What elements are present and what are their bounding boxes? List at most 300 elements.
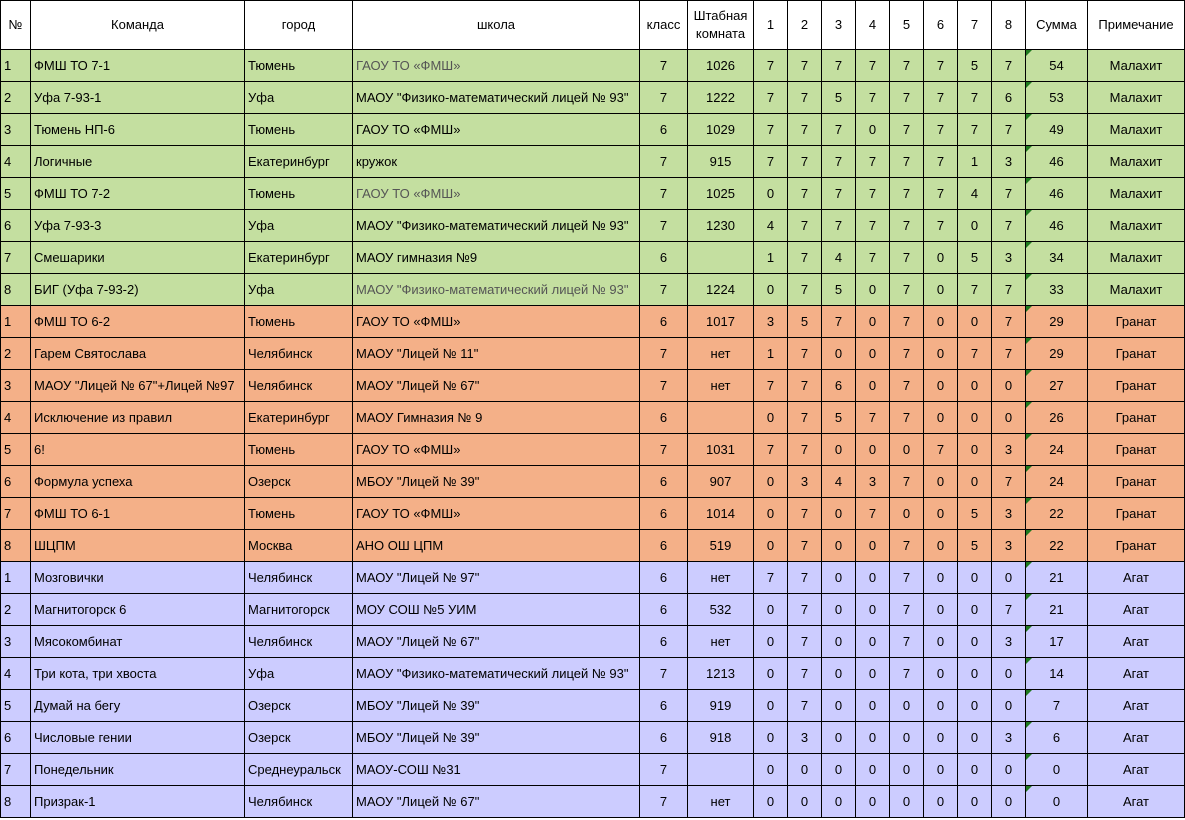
cell-sum[interactable] (1026, 402, 1088, 434)
cell-school[interactable]: МАОУ "Лицей № 67" (353, 626, 640, 658)
cell-score-5[interactable]: 0 (890, 434, 924, 466)
cell-num[interactable]: 8 (1, 274, 31, 306)
cell-score-4[interactable]: 7 (856, 498, 890, 530)
cell-score-8[interactable]: 0 (992, 690, 1026, 722)
cell-score-3[interactable]: 0 (822, 434, 856, 466)
cell-score-7[interactable]: 7 (958, 114, 992, 146)
cell-score-3[interactable]: 7 (822, 306, 856, 338)
cell-sum[interactable] (1026, 466, 1088, 498)
cell-sum[interactable] (1026, 306, 1088, 338)
cell-num[interactable]: 6 (1, 722, 31, 754)
cell-score-6[interactable]: 0 (924, 658, 958, 690)
cell-team[interactable]: Исключение из правил (31, 402, 245, 434)
cell-score-5[interactable]: 0 (890, 722, 924, 754)
cell-num[interactable]: 1 (1, 50, 31, 82)
cell-sum[interactable] (1026, 786, 1088, 818)
cell-school[interactable]: МБОУ "Лицей № 39" (353, 466, 640, 498)
cell-note[interactable]: Агат (1088, 594, 1185, 626)
cell-score-6[interactable]: 0 (924, 786, 958, 818)
cell-sum[interactable] (1026, 178, 1088, 210)
cell-sum[interactable] (1026, 338, 1088, 370)
header-problem-5[interactable]: 5 (890, 1, 924, 50)
cell-grade[interactable]: 6 (640, 402, 688, 434)
cell-num[interactable]: 6 (1, 210, 31, 242)
cell-score-1[interactable]: 4 (754, 210, 788, 242)
cell-score-8[interactable]: 3 (992, 722, 1026, 754)
cell-room[interactable]: 1029 (688, 114, 754, 146)
cell-team[interactable]: ФМШ ТО 6-1 (31, 498, 245, 530)
cell-team[interactable]: Уфа 7-93-3 (31, 210, 245, 242)
header-problem-2[interactable]: 2 (788, 1, 822, 50)
cell-team[interactable]: Мясокомбинат (31, 626, 245, 658)
cell-grade[interactable]: 7 (640, 82, 688, 114)
cell-city[interactable]: Уфа (245, 82, 353, 114)
cell-team[interactable]: Числовые гении (31, 722, 245, 754)
cell-team[interactable]: ФМШ ТО 7-2 (31, 178, 245, 210)
cell-city[interactable]: Магнитогорск (245, 594, 353, 626)
cell-score-5[interactable]: 7 (890, 178, 924, 210)
cell-num[interactable]: 8 (1, 786, 31, 818)
cell-num[interactable]: 7 (1, 498, 31, 530)
cell-score-6[interactable]: 0 (924, 722, 958, 754)
cell-score-5[interactable]: 0 (890, 786, 924, 818)
cell-grade[interactable]: 6 (640, 594, 688, 626)
cell-school[interactable]: МАОУ "Лицей № 97" (353, 562, 640, 594)
cell-school[interactable]: кружок (353, 146, 640, 178)
cell-score-7[interactable]: 0 (958, 594, 992, 626)
cell-grade[interactable]: 6 (640, 498, 688, 530)
cell-city[interactable]: Екатеринбург (245, 146, 353, 178)
header-school[interactable]: школа (353, 1, 640, 50)
cell-score-7[interactable]: 5 (958, 530, 992, 562)
cell-score-8[interactable]: 7 (992, 594, 1026, 626)
cell-num[interactable]: 5 (1, 434, 31, 466)
cell-note[interactable]: Гранат (1088, 530, 1185, 562)
cell-school[interactable]: МАОУ гимназия №9 (353, 242, 640, 274)
cell-score-5[interactable]: 7 (890, 562, 924, 594)
cell-school[interactable]: МАОУ-СОШ №31 (353, 754, 640, 786)
cell-score-7[interactable]: 5 (958, 498, 992, 530)
cell-score-7[interactable]: 0 (958, 658, 992, 690)
cell-school[interactable]: ГАОУ ТО «ФМШ» (353, 178, 640, 210)
cell-score-8[interactable]: 0 (992, 370, 1026, 402)
cell-sum[interactable] (1026, 498, 1088, 530)
cell-city[interactable]: Тюмень (245, 498, 353, 530)
cell-room[interactable]: 915 (688, 146, 754, 178)
cell-score-6[interactable]: 7 (924, 178, 958, 210)
cell-school[interactable]: МАОУ "Физико-математический лицей № 93" (353, 274, 640, 306)
header-problem-4[interactable]: 4 (856, 1, 890, 50)
cell-score-5[interactable]: 0 (890, 754, 924, 786)
cell-city[interactable]: Москва (245, 530, 353, 562)
cell-score-7[interactable]: 0 (958, 754, 992, 786)
cell-score-4[interactable]: 7 (856, 210, 890, 242)
cell-note[interactable]: Агат (1088, 786, 1185, 818)
cell-grade[interactable]: 7 (640, 658, 688, 690)
cell-city[interactable]: Уфа (245, 274, 353, 306)
cell-city[interactable]: Тюмень (245, 306, 353, 338)
cell-note[interactable]: Гранат (1088, 434, 1185, 466)
cell-score-1[interactable]: 0 (754, 274, 788, 306)
cell-room[interactable]: 1222 (688, 82, 754, 114)
cell-score-6[interactable]: 0 (924, 274, 958, 306)
cell-score-7[interactable]: 1 (958, 146, 992, 178)
cell-note[interactable]: Малахит (1088, 210, 1185, 242)
cell-score-2[interactable]: 7 (788, 82, 822, 114)
cell-sum[interactable] (1026, 722, 1088, 754)
cell-team[interactable]: ФМШ ТО 7-1 (31, 50, 245, 82)
cell-score-2[interactable]: 7 (788, 50, 822, 82)
cell-num[interactable]: 3 (1, 114, 31, 146)
cell-score-3[interactable]: 0 (822, 562, 856, 594)
cell-score-7[interactable]: 0 (958, 402, 992, 434)
cell-score-8[interactable]: 0 (992, 754, 1026, 786)
cell-score-2[interactable]: 7 (788, 658, 822, 690)
cell-note[interactable]: Агат (1088, 562, 1185, 594)
cell-score-5[interactable]: 7 (890, 306, 924, 338)
cell-score-3[interactable]: 0 (822, 530, 856, 562)
cell-grade[interactable]: 7 (640, 274, 688, 306)
cell-score-4[interactable]: 0 (856, 754, 890, 786)
cell-score-5[interactable]: 7 (890, 466, 924, 498)
cell-score-5[interactable]: 7 (890, 82, 924, 114)
cell-room[interactable]: 1230 (688, 210, 754, 242)
cell-score-1[interactable]: 0 (754, 786, 788, 818)
cell-score-6[interactable]: 0 (924, 690, 958, 722)
cell-team[interactable]: Призрак-1 (31, 786, 245, 818)
cell-school[interactable]: МБОУ "Лицей № 39" (353, 722, 640, 754)
cell-score-6[interactable]: 0 (924, 562, 958, 594)
cell-school[interactable]: МАОУ "Физико-математический лицей № 93" (353, 82, 640, 114)
cell-score-7[interactable]: 0 (958, 434, 992, 466)
cell-grade[interactable]: 7 (640, 434, 688, 466)
cell-city[interactable]: Челябинск (245, 370, 353, 402)
cell-note[interactable]: Гранат (1088, 338, 1185, 370)
cell-score-1[interactable]: 0 (754, 178, 788, 210)
cell-sum[interactable] (1026, 626, 1088, 658)
cell-score-8[interactable]: 3 (992, 498, 1026, 530)
cell-grade[interactable]: 6 (640, 626, 688, 658)
cell-team[interactable]: Смешарики (31, 242, 245, 274)
cell-sum[interactable] (1026, 530, 1088, 562)
cell-city[interactable]: Уфа (245, 658, 353, 690)
cell-grade[interactable]: 6 (640, 530, 688, 562)
cell-score-5[interactable]: 7 (890, 402, 924, 434)
cell-city[interactable]: Уфа (245, 210, 353, 242)
cell-room[interactable]: нет (688, 626, 754, 658)
cell-score-8[interactable]: 7 (992, 50, 1026, 82)
cell-score-4[interactable]: 0 (856, 690, 890, 722)
cell-score-2[interactable]: 0 (788, 786, 822, 818)
cell-score-7[interactable]: 4 (958, 178, 992, 210)
cell-score-3[interactable]: 6 (822, 370, 856, 402)
cell-score-7[interactable]: 7 (958, 274, 992, 306)
cell-city[interactable]: Тюмень (245, 114, 353, 146)
cell-score-4[interactable]: 0 (856, 530, 890, 562)
cell-score-7[interactable]: 0 (958, 690, 992, 722)
cell-num[interactable]: 4 (1, 146, 31, 178)
cell-score-2[interactable]: 7 (788, 146, 822, 178)
cell-score-6[interactable]: 7 (924, 434, 958, 466)
cell-score-4[interactable]: 0 (856, 434, 890, 466)
cell-city[interactable]: Озерск (245, 722, 353, 754)
header-problem-1[interactable]: 1 (754, 1, 788, 50)
cell-num[interactable]: 7 (1, 242, 31, 274)
cell-score-7[interactable]: 0 (958, 370, 992, 402)
cell-note[interactable]: Гранат (1088, 370, 1185, 402)
cell-grade[interactable]: 7 (640, 754, 688, 786)
cell-score-1[interactable]: 7 (754, 50, 788, 82)
cell-team[interactable]: Тюмень НП-6 (31, 114, 245, 146)
cell-score-6[interactable]: 0 (924, 594, 958, 626)
cell-school[interactable]: МАОУ "Лицей № 67" (353, 786, 640, 818)
cell-score-5[interactable]: 7 (890, 114, 924, 146)
cell-sum[interactable] (1026, 754, 1088, 786)
cell-sum[interactable] (1026, 434, 1088, 466)
cell-score-7[interactable]: 0 (958, 466, 992, 498)
cell-note[interactable]: Малахит (1088, 146, 1185, 178)
cell-score-8[interactable]: 3 (992, 434, 1026, 466)
cell-score-1[interactable]: 0 (754, 658, 788, 690)
cell-score-6[interactable]: 7 (924, 114, 958, 146)
cell-num[interactable]: 4 (1, 658, 31, 690)
cell-score-8[interactable]: 7 (992, 466, 1026, 498)
cell-score-4[interactable]: 0 (856, 594, 890, 626)
cell-score-1[interactable]: 0 (754, 690, 788, 722)
cell-score-4[interactable]: 0 (856, 562, 890, 594)
cell-room[interactable]: 1213 (688, 658, 754, 690)
cell-score-7[interactable]: 0 (958, 210, 992, 242)
cell-city[interactable]: Челябинск (245, 626, 353, 658)
cell-score-2[interactable]: 7 (788, 594, 822, 626)
cell-score-3[interactable]: 0 (822, 786, 856, 818)
cell-score-4[interactable]: 7 (856, 242, 890, 274)
cell-score-4[interactable]: 0 (856, 722, 890, 754)
cell-score-2[interactable]: 7 (788, 530, 822, 562)
cell-score-5[interactable]: 0 (890, 498, 924, 530)
header-room[interactable]: Штабная комната (688, 1, 754, 50)
header-num[interactable]: № (1, 1, 31, 50)
cell-score-6[interactable]: 0 (924, 530, 958, 562)
cell-city[interactable]: Среднеуральск (245, 754, 353, 786)
cell-grade[interactable]: 6 (640, 306, 688, 338)
cell-school[interactable]: МАОУ "Лицей № 11" (353, 338, 640, 370)
cell-score-4[interactable]: 0 (856, 306, 890, 338)
cell-score-3[interactable]: 5 (822, 82, 856, 114)
cell-score-5[interactable]: 7 (890, 50, 924, 82)
cell-num[interactable]: 7 (1, 754, 31, 786)
cell-score-1[interactable]: 7 (754, 562, 788, 594)
cell-score-3[interactable]: 0 (822, 754, 856, 786)
cell-grade[interactable]: 6 (640, 242, 688, 274)
cell-score-7[interactable]: 0 (958, 306, 992, 338)
cell-room[interactable]: 1224 (688, 274, 754, 306)
cell-school[interactable]: ГАОУ ТО «ФМШ» (353, 434, 640, 466)
header-problem-8[interactable]: 8 (992, 1, 1026, 50)
cell-note[interactable]: Гранат (1088, 402, 1185, 434)
cell-team[interactable]: Думай на бегу (31, 690, 245, 722)
cell-room[interactable]: нет (688, 338, 754, 370)
cell-sum[interactable] (1026, 114, 1088, 146)
header-problem-7[interactable]: 7 (958, 1, 992, 50)
cell-num[interactable]: 2 (1, 338, 31, 370)
cell-note[interactable]: Агат (1088, 658, 1185, 690)
cell-score-1[interactable]: 3 (754, 306, 788, 338)
cell-score-4[interactable]: 0 (856, 114, 890, 146)
cell-grade[interactable]: 6 (640, 114, 688, 146)
cell-team[interactable]: ШЦПМ (31, 530, 245, 562)
cell-score-5[interactable]: 7 (890, 658, 924, 690)
cell-city[interactable]: Челябинск (245, 562, 353, 594)
cell-score-2[interactable]: 7 (788, 242, 822, 274)
cell-sum[interactable] (1026, 370, 1088, 402)
cell-room[interactable]: 519 (688, 530, 754, 562)
cell-score-3[interactable]: 7 (822, 146, 856, 178)
cell-score-6[interactable]: 0 (924, 370, 958, 402)
cell-score-8[interactable]: 6 (992, 82, 1026, 114)
cell-score-2[interactable]: 5 (788, 306, 822, 338)
cell-city[interactable]: Озерск (245, 466, 353, 498)
cell-score-8[interactable]: 7 (992, 274, 1026, 306)
cell-score-4[interactable]: 7 (856, 50, 890, 82)
cell-room[interactable]: 1017 (688, 306, 754, 338)
cell-team[interactable]: 6! (31, 434, 245, 466)
header-grade[interactable]: класс (640, 1, 688, 50)
cell-score-1[interactable]: 7 (754, 146, 788, 178)
cell-score-1[interactable]: 7 (754, 370, 788, 402)
cell-score-2[interactable]: 7 (788, 370, 822, 402)
cell-score-3[interactable]: 0 (822, 658, 856, 690)
cell-score-1[interactable]: 0 (754, 530, 788, 562)
cell-grade[interactable]: 7 (640, 178, 688, 210)
cell-score-4[interactable]: 0 (856, 786, 890, 818)
cell-room[interactable] (688, 754, 754, 786)
cell-score-6[interactable]: 0 (924, 402, 958, 434)
cell-note[interactable]: Агат (1088, 722, 1185, 754)
cell-room[interactable]: 919 (688, 690, 754, 722)
cell-score-1[interactable]: 0 (754, 754, 788, 786)
cell-team[interactable]: ФМШ ТО 6-2 (31, 306, 245, 338)
cell-score-8[interactable]: 7 (992, 338, 1026, 370)
cell-score-3[interactable]: 5 (822, 274, 856, 306)
cell-note[interactable]: Гранат (1088, 498, 1185, 530)
cell-score-4[interactable]: 0 (856, 370, 890, 402)
cell-note[interactable]: Малахит (1088, 242, 1185, 274)
cell-score-1[interactable]: 1 (754, 242, 788, 274)
cell-score-3[interactable]: 5 (822, 402, 856, 434)
cell-school[interactable]: МАОУ Гимназия № 9 (353, 402, 640, 434)
cell-city[interactable]: Екатеринбург (245, 402, 353, 434)
cell-score-2[interactable]: 7 (788, 626, 822, 658)
cell-score-4[interactable]: 0 (856, 338, 890, 370)
cell-score-1[interactable]: 7 (754, 434, 788, 466)
cell-num[interactable]: 1 (1, 306, 31, 338)
cell-score-3[interactable]: 4 (822, 466, 856, 498)
cell-score-2[interactable]: 7 (788, 210, 822, 242)
cell-score-5[interactable]: 7 (890, 146, 924, 178)
cell-sum[interactable] (1026, 658, 1088, 690)
cell-score-1[interactable]: 0 (754, 498, 788, 530)
cell-score-3[interactable]: 7 (822, 50, 856, 82)
cell-score-8[interactable]: 0 (992, 402, 1026, 434)
cell-score-2[interactable]: 7 (788, 690, 822, 722)
cell-team[interactable]: Понедельник (31, 754, 245, 786)
cell-team[interactable]: Логичные (31, 146, 245, 178)
cell-team[interactable]: Гарем Святослава (31, 338, 245, 370)
cell-team[interactable]: БИГ (Уфа 7-93-2) (31, 274, 245, 306)
cell-score-1[interactable]: 0 (754, 626, 788, 658)
cell-score-7[interactable]: 7 (958, 82, 992, 114)
header-problem-6[interactable]: 6 (924, 1, 958, 50)
cell-score-5[interactable]: 0 (890, 690, 924, 722)
cell-score-3[interactable]: 7 (822, 178, 856, 210)
cell-sum[interactable] (1026, 274, 1088, 306)
cell-score-5[interactable]: 7 (890, 594, 924, 626)
cell-room[interactable]: 907 (688, 466, 754, 498)
cell-score-5[interactable]: 7 (890, 626, 924, 658)
cell-sum[interactable] (1026, 146, 1088, 178)
cell-score-8[interactable]: 7 (992, 114, 1026, 146)
cell-room[interactable]: 1031 (688, 434, 754, 466)
cell-score-2[interactable]: 7 (788, 178, 822, 210)
cell-score-1[interactable]: 1 (754, 338, 788, 370)
cell-sum[interactable] (1026, 562, 1088, 594)
header-city[interactable]: город (245, 1, 353, 50)
cell-school[interactable]: МАОУ "Физико-математический лицей № 93" (353, 210, 640, 242)
cell-score-3[interactable]: 7 (822, 210, 856, 242)
cell-score-2[interactable]: 7 (788, 562, 822, 594)
header-problem-3[interactable]: 3 (822, 1, 856, 50)
cell-city[interactable]: Тюмень (245, 178, 353, 210)
cell-note[interactable]: Агат (1088, 754, 1185, 786)
cell-num[interactable]: 2 (1, 82, 31, 114)
cell-team[interactable]: Магнитогорск 6 (31, 594, 245, 626)
cell-score-1[interactable]: 7 (754, 114, 788, 146)
cell-score-7[interactable]: 0 (958, 562, 992, 594)
header-sum[interactable]: Сумма (1026, 1, 1088, 50)
cell-school[interactable]: МБОУ "Лицей № 39" (353, 690, 640, 722)
cell-room[interactable]: 1025 (688, 178, 754, 210)
cell-score-2[interactable]: 7 (788, 114, 822, 146)
cell-room[interactable]: нет (688, 562, 754, 594)
cell-score-5[interactable]: 7 (890, 370, 924, 402)
cell-score-4[interactable]: 7 (856, 178, 890, 210)
header-note[interactable]: Примечание (1088, 1, 1185, 50)
cell-score-6[interactable]: 0 (924, 466, 958, 498)
cell-grade[interactable]: 7 (640, 370, 688, 402)
cell-note[interactable]: Агат (1088, 690, 1185, 722)
cell-room[interactable]: нет (688, 370, 754, 402)
cell-score-4[interactable]: 0 (856, 626, 890, 658)
cell-grade[interactable]: 6 (640, 722, 688, 754)
cell-city[interactable]: Челябинск (245, 338, 353, 370)
cell-room[interactable]: 532 (688, 594, 754, 626)
cell-num[interactable]: 5 (1, 690, 31, 722)
cell-score-5[interactable]: 7 (890, 338, 924, 370)
cell-grade[interactable]: 6 (640, 562, 688, 594)
cell-room[interactable]: 1014 (688, 498, 754, 530)
cell-grade[interactable]: 7 (640, 786, 688, 818)
cell-score-6[interactable]: 7 (924, 82, 958, 114)
cell-note[interactable]: Агат (1088, 626, 1185, 658)
cell-score-8[interactable]: 7 (992, 178, 1026, 210)
cell-score-3[interactable]: 0 (822, 594, 856, 626)
cell-school[interactable]: ГАОУ ТО «ФМШ» (353, 498, 640, 530)
cell-school[interactable]: МОУ СОШ №5 УИМ (353, 594, 640, 626)
cell-score-2[interactable]: 3 (788, 466, 822, 498)
cell-grade[interactable]: 7 (640, 50, 688, 82)
cell-team[interactable]: Три кота, три хвоста (31, 658, 245, 690)
